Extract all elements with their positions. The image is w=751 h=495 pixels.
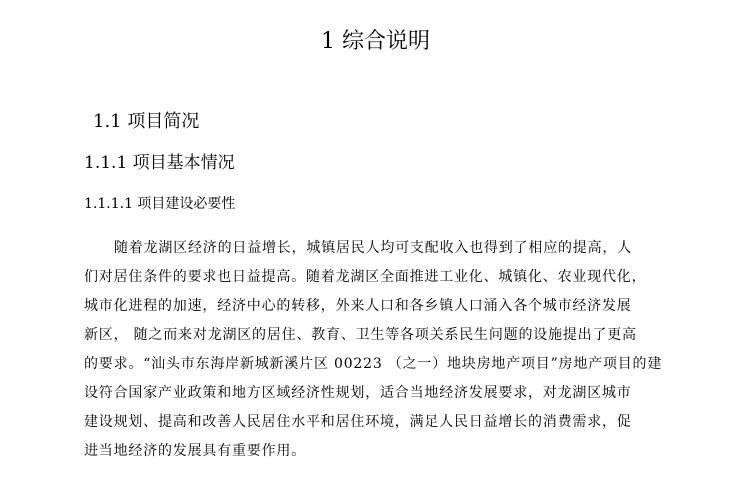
subsection-title: 1.1.1 项目基本情况 (84, 153, 235, 173)
subsubsection-title: 1.1.1.1 项目建设必要性 (84, 196, 236, 212)
paragraph-line: 的要求。“汕头市东海岸新城新溪片区 00223 （之一）地块房地产项目”房地产项目的建 (84, 356, 663, 372)
paragraph-line: 建设规划、提高和改善人民居住水平和居住环境，满足人民日益增长的消费需求，促 (84, 414, 632, 430)
paragraph-line: 新区， 随之而来对龙湖区的居住、教育、卫生等各项关系民生问题的设施提出了更高 (84, 327, 637, 343)
paragraph-line: 城市化进程的加速，经济中心的转移，外来人口和各乡镇人口涌入各个城市经济发展 (84, 298, 632, 314)
body-paragraph (84, 234, 672, 466)
paragraph-line: 们对居住条件的要求也日益提高。随着龙湖区全面推进工业化、城镇化、农业现代化， (84, 269, 647, 285)
section-title: 1.1 项目简况 (93, 111, 200, 132)
paragraph-line: 进当地经济的发展具有重要作用。 (84, 443, 306, 459)
chapter-title: 1 综合说明 (321, 29, 430, 54)
paragraph-line: 随着龙湖区经济的日益增长，城镇居民人均可支配收入也得到了相应的提高，人 (114, 240, 632, 256)
paragraph-line: 设符合国家产业政策和地方区域经济性规划，适合当地经济发展要求，对龙湖区城市 (84, 385, 632, 401)
